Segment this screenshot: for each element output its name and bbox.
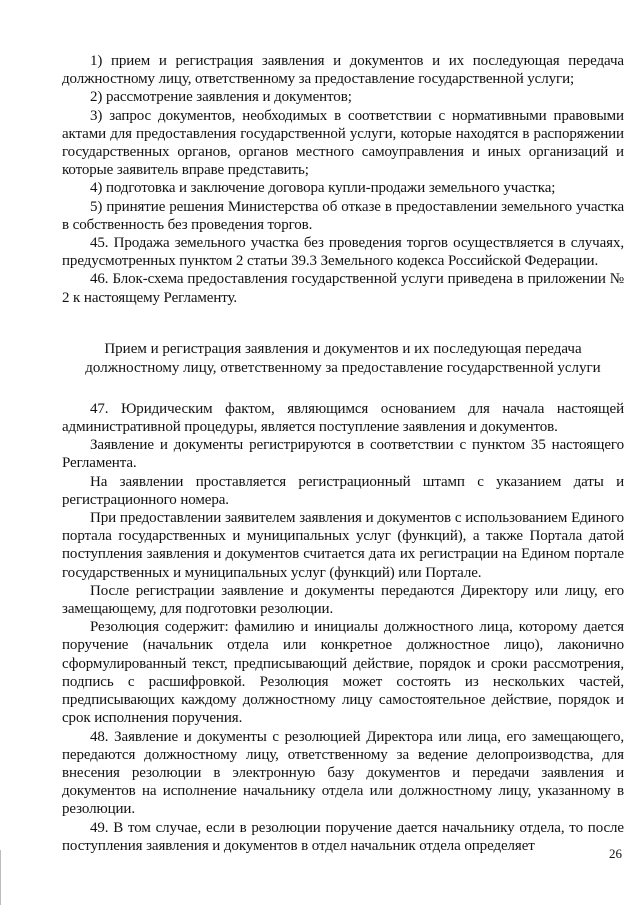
paragraph-registration: Заявление и документы регистрируются в соответствии с пунктом 35 настоящего Регламента.	[62, 437, 624, 472]
list-item-2: 2) рассмотрение заявления и документов;	[90, 89, 352, 106]
paragraph-46: 46. Блок-схема предоставления государственной услуги приведена в приложении № 2 к настоящему Регламенту.	[62, 271, 624, 306]
document-page	[62, 52, 624, 855]
section-heading: Прием и регистрация заявления и документов и их последующая передача должностному лицу, ответственному за предоставление государственной услуги	[85, 340, 601, 376]
list-item-5: 5) принятие решения Министерства об отказе в предоставлении земельного участка в собственность без проведения торгов.	[62, 198, 624, 233]
paragraph-45: 45. Продажа земельного участка без проведения торгов осуществляется в случаях, предусмотренных пунктом 2 статьи 39.3 Земельного кодекса Российской Федерации.	[62, 235, 624, 270]
paragraph-49: 49. В том случае, если в резолюции поручение дается начальнику отдела, то после поступления заявления и документов в отдел начальник отдела определяет	[62, 819, 624, 854]
paragraph-director: После регистрации заявление и документы передаются Директору или лицу, его замещающему, для подготовки резолюции.	[62, 582, 624, 618]
spacer	[62, 307, 624, 340]
paragraph-stamp: На заявлении проставляется регистрационный штамп с указанием даты и регистрационного номера.	[62, 473, 624, 508]
paragraph-48: 48. Заявление и документы с резолюцией Директора или лица, его замещающего, передаются должностному лицу, ответственному за ведение делопроизводства, для внесения резолюции в электронную базу документов и передачи заявления и документов на исполнение начальнику отдела или должностному лицу, указанному в резолюции.	[62, 728, 624, 818]
paragraph-resolution: Резолюция содержит: фамилию и инициалы должностного лица, которому дается поручение (начальник отдела или конкретное должностное лицо), лаконично сформулированный текст, предписывающий действие, порядок и сроки рассмотрения, подпись с расшифровкой. Резолюция может состоять из нескольких частей, предписывающих каждому должностному лицу самостоятельное действие, порядок и срок исполнения поручения.	[62, 619, 624, 727]
paragraph-47: 47. Юридическим фактом, являющимся основанием для начала настоящей административной процедуры, является поступление заявления и документов.	[62, 400, 624, 436]
list-item-3: 3) запрос документов, необходимых в соответствии с нормативными правовыми актами для предоставления государственной услуги, которые находятся в распоряжении государственных органов, органов местного самоуправления и иных организаций и которые заявитель вправе представить;	[62, 107, 624, 179]
page-number: 26	[609, 846, 622, 861]
spacer	[62, 378, 624, 400]
list-item-1: 1) прием и регистрация заявления и документов и их последующая передача должностному лицу, ответственному за предоставление государственной услуги;	[62, 53, 624, 88]
scan-edge	[0, 850, 640, 905]
paragraph-portal: При предоставлении заявителем заявления и документов с использованием Единого портала государственных и муниципальных услуг (функций), а также Портала датой поступления заявления и документов считается дата их регистрации на Едином портале государственных и муниципальных услуг (функций) или Портале.	[62, 510, 624, 581]
list-item-4: 4) подготовка и заключение договора купли-продажи земельного участка;	[90, 180, 556, 197]
